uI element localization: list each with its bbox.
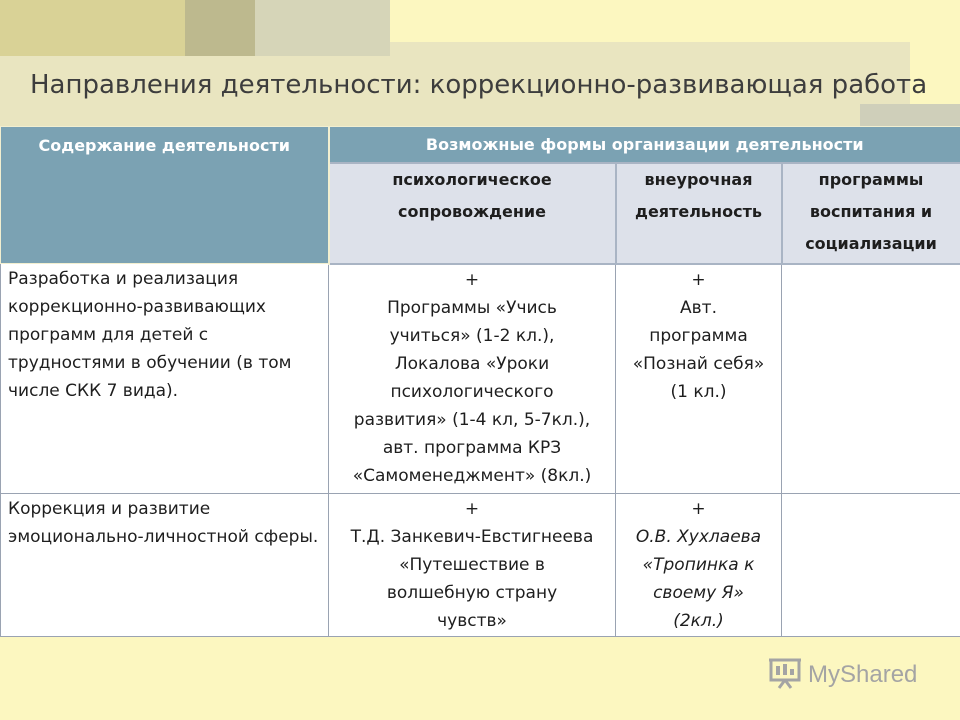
decor-block: [255, 0, 390, 56]
myshared-logo[interactable]: [768, 657, 917, 693]
extracurricular-cell: + О.В. Хухлаева «Тропинка к своему Я» (2кл.): [616, 494, 782, 637]
extracurricular-cell: + Авт. программа «Познай себя» (1 кл.): [616, 264, 782, 494]
table-row: [1, 264, 960, 494]
decor-block: [860, 104, 960, 126]
programs-cell: [782, 494, 960, 637]
psych-cell: + Программы «Учись учиться» (1-2 кл.), Локалова «Уроки психологического развития» (1-4 кл, 5-7кл.), авт. программа КРЗ «Самоменеджмент» (8кл.): [329, 264, 616, 494]
psych-cell: + Т.Д. Занкевич-Евстигнеева «Путешествие в волшебную страну чувств»: [329, 494, 616, 637]
programs-cell: [782, 264, 960, 494]
subheader-programs: программы воспитания и социализации: [782, 163, 960, 264]
presentation-board-icon: [768, 657, 802, 693]
activity-table: [0, 126, 960, 637]
subheader-extracurricular: внеурочная деятельность: [616, 163, 782, 264]
content-cell: Разработка и реализация коррекционно-развивающих программ для детей с трудностями в обучении (в том числе СКК 7 вида).: [1, 264, 329, 494]
decor-block: [0, 0, 185, 56]
header-forms: Возможные формы организации деятельности: [329, 127, 960, 163]
slide-title: Направления деятельности: коррекционно-развивающая работа: [30, 70, 928, 100]
logo-text: MyShared: [808, 661, 918, 688]
decor-block: [185, 0, 255, 56]
content-cell: Коррекция и развитие эмоционально-личностной сферы.: [1, 494, 329, 637]
subheader-psych: психологическое сопровождение: [329, 163, 616, 264]
table-row: [1, 494, 960, 637]
header-content: Содержание деятельности: [1, 127, 329, 264]
